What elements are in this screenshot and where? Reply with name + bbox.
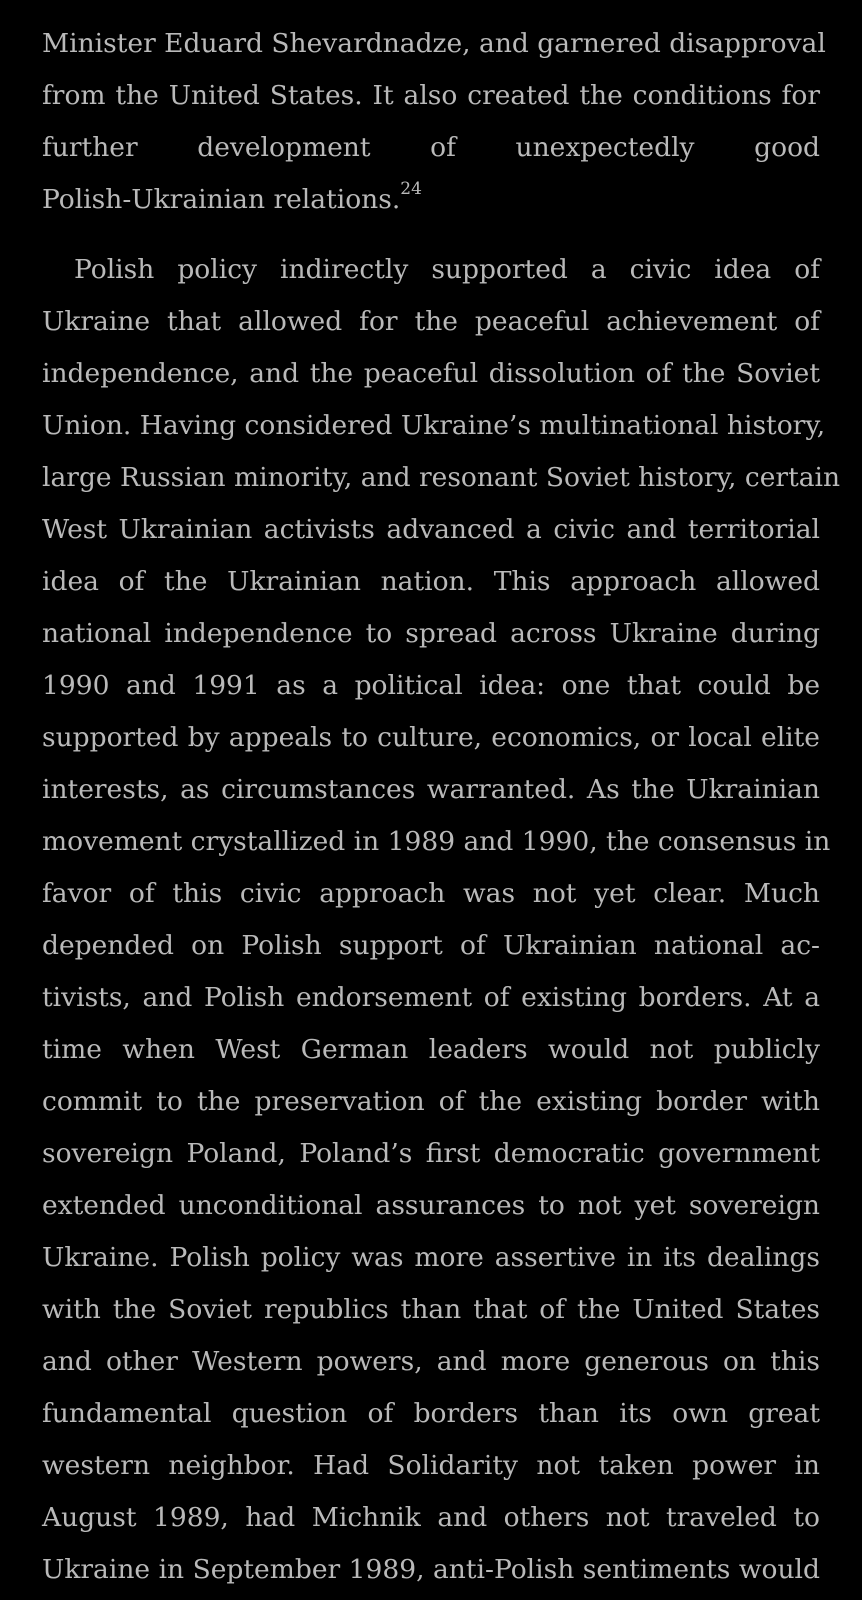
text-line: independence, and the peaceful dissolution of the Soviet bbox=[42, 358, 820, 389]
text-line: idea of the Ukrainian nation. This approach allowed bbox=[42, 566, 820, 597]
footnote-reference[interactable]: 24 bbox=[400, 179, 422, 199]
text-line: movement crystallized in 1989 and 1990, the consensus in bbox=[42, 826, 831, 857]
text-line: time when West German leaders would not publicly bbox=[42, 1034, 820, 1065]
paragraph-2 bbox=[42, 244, 841, 1596]
text-line: West Ukrainian activists advanced a civic and territorial bbox=[42, 514, 820, 545]
text-line: Polish policy indirectly supported a civic idea of bbox=[74, 254, 820, 285]
text-line: August 1989, had Michnik and others not traveled to bbox=[42, 1502, 820, 1533]
text-line: large Russian minority, and resonant Soviet history, certain bbox=[42, 462, 841, 493]
paragraph-gap bbox=[42, 226, 820, 244]
text-line: fundamental question of borders than its own great bbox=[42, 1398, 820, 1429]
text-line: Ukraine. Polish policy was more assertive in its dealings bbox=[42, 1242, 820, 1273]
text-line: national independence to spread across Ukraine during bbox=[42, 618, 820, 649]
text-line: tivists, and Polish endorsement of existing borders. At a bbox=[42, 982, 820, 1013]
text-line: supported by appeals to culture, economics, or local elite bbox=[42, 722, 820, 753]
text-line: with the Soviet republics than that of the United States bbox=[42, 1294, 820, 1325]
text-line: 1990 and 1991 as a political idea: one that could be bbox=[42, 670, 820, 701]
text-line: extended unconditional assurances to not yet sovereign bbox=[42, 1190, 820, 1221]
text-line: sovereign Poland, Poland’s first democratic government bbox=[42, 1138, 820, 1169]
text-line: Ukraine that allowed for the peaceful achievement of bbox=[42, 306, 820, 337]
text-line: western neighbor. Had Solidarity not taken power in bbox=[42, 1450, 820, 1481]
text-line: interests, as circumstances warranted. As the Ukrainian bbox=[42, 774, 820, 805]
text-line: commit to the preservation of the existing border with bbox=[42, 1086, 820, 1117]
text-line bbox=[42, 174, 820, 226]
text-line: further development of unexpectedly good bbox=[42, 132, 820, 163]
text-line: and other Western powers, and more generous on this bbox=[42, 1346, 820, 1377]
book-page-text bbox=[42, 18, 841, 1596]
text-line: Union. Having considered Ukraine’s multinational history, bbox=[42, 410, 826, 441]
paragraph-1 bbox=[42, 18, 826, 226]
text-line: depended on Polish support of Ukrainian national ac- bbox=[42, 930, 820, 961]
text-line-content: Polish-Ukrainian relations. bbox=[42, 184, 401, 215]
text-line: favor of this civic approach was not yet clear. Much bbox=[42, 878, 820, 909]
text-line: Ukraine in September 1989, anti-Polish sentiments would bbox=[42, 1554, 820, 1585]
text-line: from the United States. It also created the conditions for bbox=[42, 80, 820, 111]
text-line: Minister Eduard Shevardnadze, and garnered disapproval bbox=[42, 28, 826, 59]
